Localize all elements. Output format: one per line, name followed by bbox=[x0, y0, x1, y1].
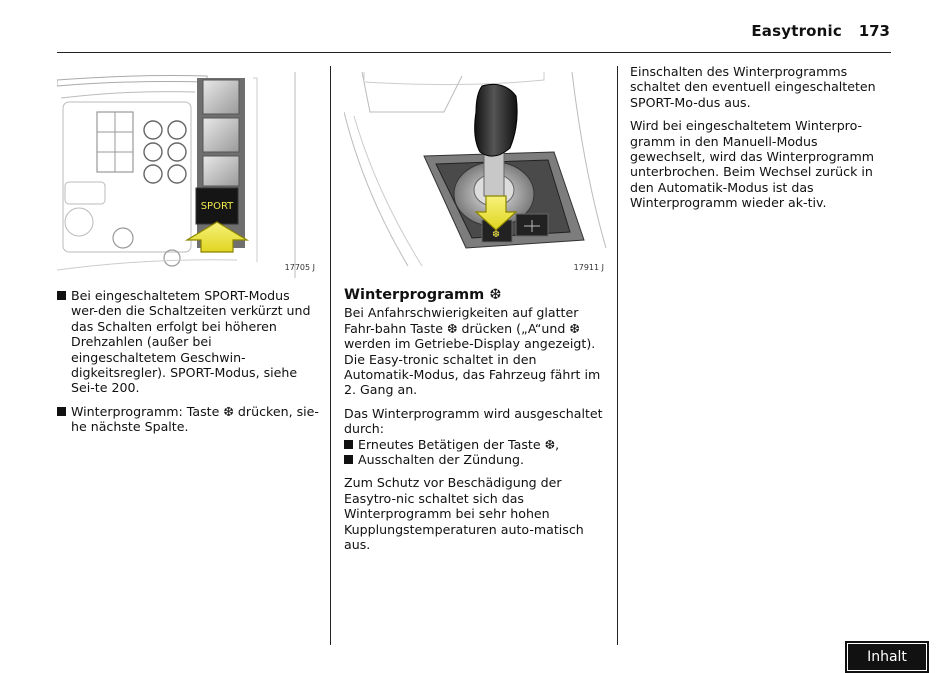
column-3-text bbox=[630, 64, 894, 219]
bullet-text: Winterprogramm: Taste ❆ drücken, sie-he nächste Spalte. bbox=[71, 403, 319, 435]
header-rule bbox=[57, 52, 891, 53]
bullet-item bbox=[344, 437, 608, 452]
bullet-square-icon bbox=[57, 291, 66, 300]
paragraph: Einschalten des Winterprogramms schaltet den eventuell eingeschalteten SPORT-Mo-dus aus. bbox=[630, 64, 876, 110]
column-divider-2 bbox=[617, 66, 618, 645]
column-1-text bbox=[57, 288, 319, 443]
paragraph: Wird bei eingeschaltetem Winterpro-gramm in den Manuell-Modus gewechselt, wird das Winterprogramm unterbrochen. Beim Wechsel zurück in den Automatik-Modus ist das Winterprogramm wieder ak-tiv. bbox=[630, 118, 875, 211]
svg-text:❆: ❆ bbox=[492, 230, 500, 240]
bullet-item bbox=[57, 288, 319, 396]
gear-selector-drawing bbox=[344, 72, 608, 278]
sport-button-illustration bbox=[57, 72, 319, 278]
section-heading: Winterprogramm ❆ bbox=[344, 287, 502, 303]
bullet-item bbox=[344, 452, 608, 467]
bullet-text: Ausschalten der Zündung. bbox=[358, 452, 524, 468]
page-number: 173 bbox=[858, 22, 890, 40]
paragraph: Bei Anfahrschwierigkeiten auf glatter Fahr-bahn Taste ❆ drücken („A“und ❆ werden im Getriebe-Display angezeigt). Die Easy-tronic schaltet in den Automatik-Modus, das Fahrzeug fährt im 2. Gang an. bbox=[344, 305, 601, 398]
bullet-square-icon bbox=[57, 407, 66, 416]
paragraph: Das Winterprogramm wird ausgeschaltet durch: bbox=[344, 405, 603, 437]
bullet-square-icon bbox=[344, 440, 353, 449]
bullet-item bbox=[57, 404, 319, 435]
column-2-text bbox=[344, 288, 608, 561]
dashboard-drawing bbox=[57, 72, 319, 278]
bullet-text: Erneutes Betätigen der Taste ❆, bbox=[358, 436, 560, 452]
figure-code: 17705 J bbox=[284, 263, 315, 272]
bullet-text: Bei eingeschaltetem SPORT-Modus wer-den die Schaltzeiten verkürzt und das Schalten erfolgt bei höheren Drehzahlen (außer bei eingeschaltetem Geschwin-digkeitsregler). SPORT-Modus, siehe Sei-te 200. bbox=[71, 288, 311, 396]
contents-button[interactable]: Inhalt bbox=[845, 641, 929, 673]
figure-code: 17911 J bbox=[573, 263, 604, 272]
running-header-title: Easytronic bbox=[751, 22, 842, 40]
paragraph: Zum Schutz vor Beschädigung der Easytro-nic schaltet sich das Winterprogramm bei sehr hohen Kupplungstemperaturen auto-matisch aus. bbox=[344, 475, 584, 553]
gear-selector-illustration bbox=[344, 72, 608, 278]
sport-button-label: SPORT bbox=[200, 201, 234, 212]
bullet-square-icon bbox=[344, 455, 353, 464]
column-divider-1 bbox=[330, 66, 331, 645]
